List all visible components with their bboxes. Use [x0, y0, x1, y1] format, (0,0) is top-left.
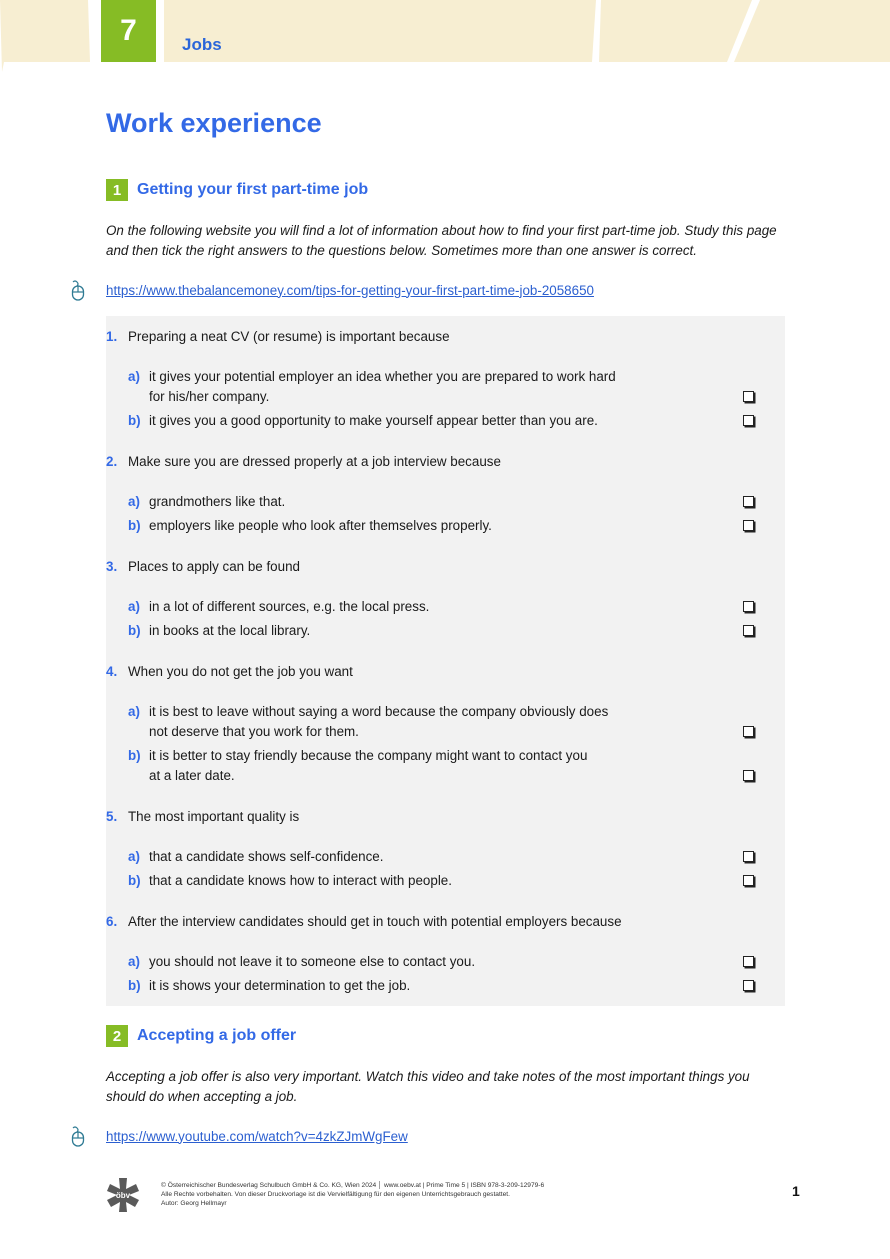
answer-label: b) — [128, 873, 141, 888]
task-2-heading — [106, 1025, 296, 1047]
answer-label: b) — [128, 413, 141, 428]
task-title: Getting your first part-time job — [137, 181, 369, 198]
answer-text: it gives your potential employer an idea whether you are prepared to work hard — [149, 369, 616, 384]
footer-line-1: © Österreichischer Bundesverlag Schulbuch GmbH & Co. KG, Wien 2024 │ www.oebv.at | Prime Time 5 | ISBN 978-3-209-12979-6 — [161, 1182, 545, 1189]
checkbox-4a[interactable] — [743, 726, 754, 737]
question-number: 1. — [106, 329, 118, 344]
publisher-logo — [106, 1177, 140, 1213]
checkbox-5a[interactable] — [743, 851, 754, 862]
answer-text: employers like people who look after themselves properly. — [149, 518, 492, 533]
answer-label: a) — [128, 599, 140, 614]
task-1-instruction: On the following website you will find a lot of information about how to find your first part-time job. Study this page and then tick the right answers to the questions below. Sometimes more than one answer is correct. — [106, 223, 777, 258]
chapter-title: Jobs — [182, 35, 222, 54]
checkbox-4b[interactable] — [743, 770, 754, 781]
answer-text-cont: for his/her company. — [149, 389, 270, 404]
task-1-link[interactable]: https://www.thebalancemoney.com/tips-for-getting-your-first-part-time-job-2058650 — [106, 282, 594, 298]
answer-label: b) — [128, 518, 141, 533]
footer-copyright — [161, 1181, 721, 1209]
question-text: After the interview candidates should get in touch with potential employers because — [128, 914, 622, 929]
task-2-link[interactable]: https://www.youtube.com/watch?v=4zkZJmWgFew — [106, 1128, 408, 1144]
question-number: 4. — [106, 664, 118, 679]
answer-text: that a candidate shows self-confidence. — [149, 849, 384, 864]
answer-text: in a lot of different sources, e.g. the local press. — [149, 599, 430, 614]
task-number-badge: 2 — [106, 1025, 128, 1047]
question-text: Make sure you are dressed properly at a job interview because — [128, 454, 501, 469]
answer-text: you should not leave it to someone else to contact you. — [149, 954, 476, 969]
checkbox-3a[interactable] — [743, 601, 754, 612]
answer-text-cont: not deserve that you work for them. — [149, 724, 359, 739]
checkbox-1a[interactable] — [743, 391, 754, 402]
task-2-instruction: Accepting a job offer is also very important. Watch this video and take notes of the most important things you should do when accepting a job. — [106, 1069, 750, 1104]
question-number: 3. — [106, 559, 118, 574]
logo-text: öbv — [115, 1191, 131, 1200]
checkbox-3b[interactable] — [743, 625, 754, 636]
question-text: The most important quality is — [128, 809, 300, 824]
task-title: Accepting a job offer — [137, 1027, 297, 1044]
answer-text: in books at the local library. — [149, 623, 311, 638]
answer-text: that a candidate knows how to interact with people. — [149, 873, 452, 888]
answer-text: it gives you a good opportunity to make yourself appear better than you are. — [149, 413, 598, 428]
header-band — [0, 0, 890, 62]
answer-label: a) — [128, 369, 140, 384]
page-number: 1 — [792, 1183, 800, 1199]
task-1-heading — [106, 179, 368, 201]
checkbox-1b[interactable] — [743, 415, 754, 426]
checkbox-6b[interactable] — [743, 980, 754, 991]
answer-text: it is best to leave without saying a word because the company obviously does — [149, 704, 609, 719]
answer-label: b) — [128, 623, 141, 638]
checkbox-5b[interactable] — [743, 875, 754, 886]
answer-label: a) — [128, 954, 140, 969]
checkbox-2a[interactable] — [743, 496, 754, 507]
mouse-icon — [70, 279, 86, 301]
answer-text: it is shows your determination to get the job. — [149, 978, 411, 993]
page-title: Work experience — [106, 108, 322, 138]
question-number: 5. — [106, 809, 118, 824]
answer-label: b) — [128, 978, 141, 993]
answer-label: a) — [128, 494, 140, 509]
answer-text: grandmothers like that. — [149, 494, 286, 509]
answer-label: b) — [128, 748, 141, 763]
checkbox-6a[interactable] — [743, 956, 754, 967]
checkbox-2b[interactable] — [743, 520, 754, 531]
task-number-badge: 1 — [106, 179, 128, 201]
question-text: When you do not get the job you want — [128, 664, 353, 679]
footer-line-3: Autor: Georg Hellmayr — [161, 1200, 227, 1208]
mouse-icon — [70, 1125, 86, 1147]
answer-label: a) — [128, 849, 140, 864]
answer-text-cont: at a later date. — [149, 768, 235, 783]
question-text: Places to apply can be found — [128, 559, 300, 574]
question-text: Preparing a neat CV (or resume) is important because — [128, 329, 450, 344]
footer-line-2: Alle Rechte vorbehalten. Von dieser Druckvorlage ist die Vervielfältigung für den eigenen Unterrichtsgebrauch gestattet. — [161, 1191, 510, 1199]
question-number: 6. — [106, 914, 118, 929]
answer-text: it is better to stay friendly because the company might want to contact you — [149, 748, 588, 763]
chapter-number-badge: 7 — [101, 0, 156, 62]
task-1-link-row — [70, 279, 594, 301]
task-2-link-row — [70, 1125, 408, 1147]
question-number: 2. — [106, 454, 118, 469]
answer-label: a) — [128, 704, 140, 719]
